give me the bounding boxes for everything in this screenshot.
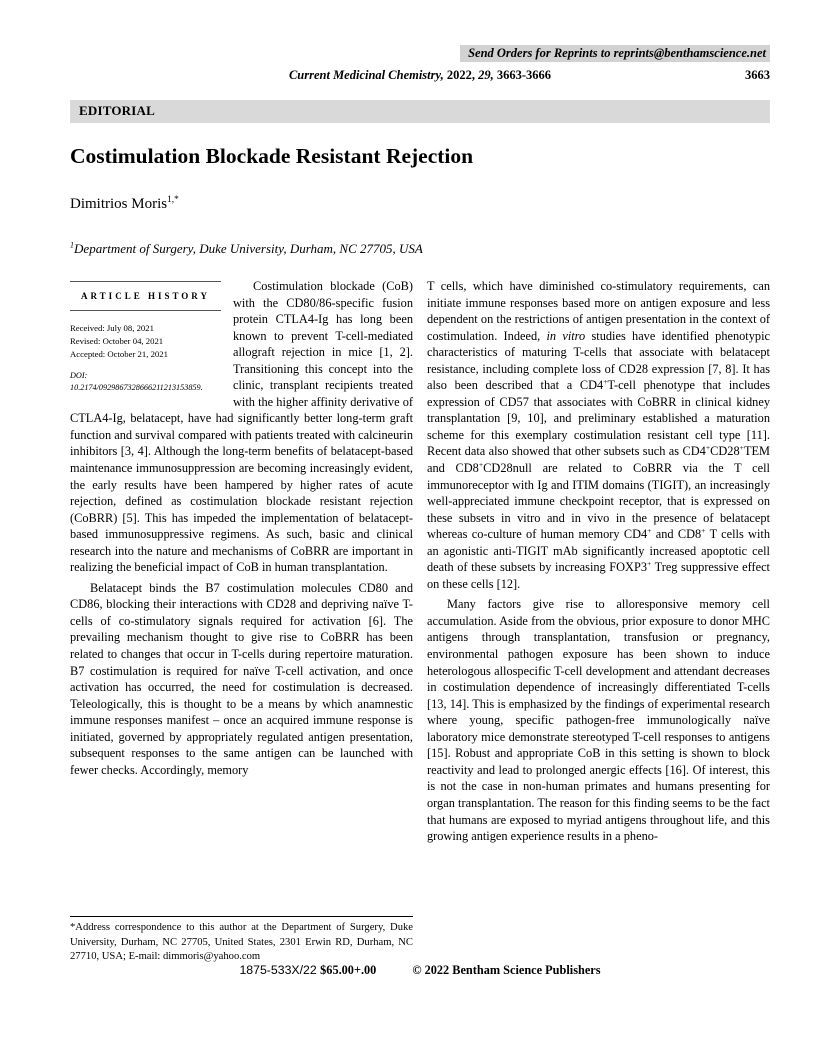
left-paragraph-2-text: Belatacept binds the B7 costimulation molecules CD80 and CD86, blocking their interactions with CD28 and depriving naïve T-cells of co-stimulatory signals required for activation [6]. The prevailing mechanism thought to give rise to CoBRR has been related to changes that occur in T-cells during repertoire maturation. B7 costimulation is required for naïve T-cell activation, and once activation has occurred, the need for costimulation is decreased. Teleologically, this is thought to be a means by which anamnestic immune responses manifest – once an acquired immune response is initiated, governed by appropriately regulated antigen presentation, subsequent responses to the same antigen can be launched with fewer checks. Accordingly, memory [70,580,413,777]
author-superscript: 1,* [167,195,179,205]
right-paragraph-2-text: Many factors give rise to alloresponsive memory cell accumulation. Aside from the obvious, prior exposure to donor MHC antigens through transplantation, transfusion or pregnancy, environmental pathogen exposure has been shown to induce heterologous allospecific T-cell development and attendant decreases in costimulation dependence of increasingly differentiated T-cells [13, 14]. This is emphasized by the findings of experimental research where young, specific pathogen-free immunologically naïve laboratory mice demonstrate stereotyped T-cell responses to antigens [15]. Robust and appropriate CoB in this setting is shown to block reactivity and lead to prolonged anergic effects [16]. Of interest, this is not the case in non-human primates and humans presenting for organ transplantation. The reason for this finding seems to be the fact that humans are exposed to myriad antigens throughout life, and this growing antigen experience results in a pheno- [427,597,770,844]
section-label: EDITORIAL [79,103,155,118]
left-paragraph-1-text: Costimulation blockade (CoB) with the CD80/86-specific fusion protein CTLA4-Ig has long been known to prevent T-cell-mediated allograft rejection in mice [1, 2]. Transitioning this concept into the clinic, transplant recipients treated with the higher affinity derivative of CTLA4-Ig, belatacept, have had significantly better long-term graft function and survival compared with patients treated with calcineurin inhibitors [3, 4]. Although the long-term benefits of belatacept-based maintenance immunosuppression are becoming increasingly evident, the early results have been hampered by higher rates of acute rejection, defined as costimulation blockade resistant rejection (CoBRR) [5]. This has impeded the implementation of belatacept-based immunosuppressive regimens. As such, basic and clinical research into the nature and mechanisms of CoBRR are important in realizing the beneficial impact of CoB in human transplantation. [70,279,413,575]
article-title: Costimulation Blockade Resistant Rejection [70,144,474,168]
reprint-notice-line [70,46,770,61]
doi-value: 10.2174/0929867328666211213153859. [70,382,203,392]
doi-block [70,370,221,394]
article-history-heading: ARTICLE HISTORY [81,291,210,301]
correspondence-footnote: *Address correspondence to this author at the Department of Surgery, Duke University, Durham, NC 27705, United States, 2301 Erwin RD, Durham, NC 27710, USA; E-mail: dimmoris@yahoo.com [70,922,413,962]
received-date: Received: July 08, 2021 [70,322,154,333]
article-history-box [70,281,221,393]
body-columns [70,278,770,964]
correspondence-footnote-block [70,912,413,964]
revised-date: Revised: October 04, 2021 [70,335,164,346]
author-line [70,196,770,213]
right-paragraph-1-text: T cells, which have diminished co-stimulatory requirements, can initiate immune responses based more on antigen exposure and less dependent on the restrictions of antigen presentation in the context of costimulation. Indeed, in vitro studies have identified phenotypic characteristics of maturing T-cells that associate with belatacept resistance, including complete loss of CD28 expression [7, 8]. It has also been described that a CD4+T-cell phenotype that includes expression of CD57 that associates with CoBRR in clinical kidney transplantation [9, 10], and preliminary established a maturation scheme for this exemplary costimulation resistant cell type [11]. Recent data also showed that other subsets such as CD4+CD28+TEM and CD8+CD28null are related to CoBRR via the T cell immunoreceptor with Ig and ITIM domains (TIGIT), an increasingly well-appreciated immune checkpoint receptor, that is expressed on these subsets in vitro and in vivo in the presence of belatacept whereas co-culture of human memory CD4+ and CD8+ T cells with an agonistic anti-TIGIT mAb significantly increased apoptotic cell death of these subsets by increasing FOXP3+ Treg suppressive effect on these cells [12]. [427,279,770,591]
left-paragraph-1 [70,278,413,576]
author-name: Dimitrios Moris [70,196,168,212]
history-bottom-rule [70,310,221,311]
article-history-dates [70,322,221,361]
left-paragraph-2 [70,580,413,779]
footnote-rule [70,916,413,917]
affiliation-line [70,241,770,257]
page-number: 3663 [745,68,770,82]
left-column [70,278,413,964]
affiliation-superscript: 1 [70,240,75,250]
section-label-bar [70,100,770,123]
page-footer [70,963,770,978]
right-paragraph-2 [427,596,770,844]
reprint-notice: Send Orders for Reprints to reprints@benthamscience.net [460,45,770,62]
doi-label: DOI: [70,370,88,380]
accepted-date: Accepted: October 21, 2021 [70,348,168,359]
journal-citation: Current Medicinal Chemistry, 2022, 29, 3663-3666 [288,68,552,82]
issn-price: 1875-533X/22 $65.00+.00 [239,963,377,977]
journal-citation-line [70,68,770,85]
right-column [427,278,770,964]
right-paragraph-1 [427,278,770,592]
affiliation-text: Department of Surgery, Duke University, Durham, NC 27705, USA [74,241,423,256]
copyright-notice: © 2022 Bentham Science Publishers [412,963,601,977]
